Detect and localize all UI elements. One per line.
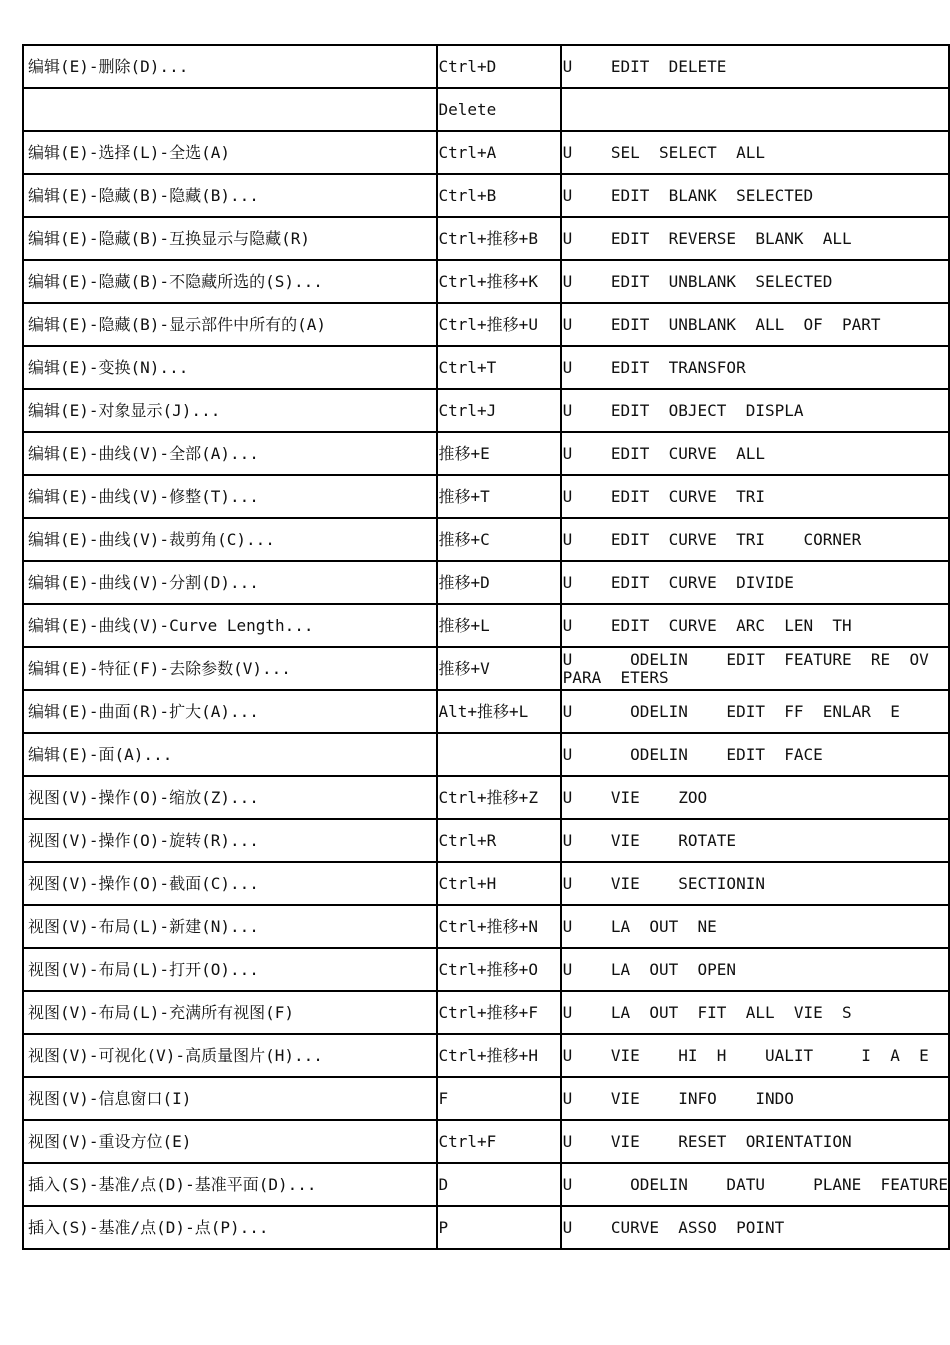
shortcut-key-cell: Ctrl+推移+K: [437, 260, 561, 303]
menu-path-cell: 视图(V)-布局(L)-充满所有视图(F): [23, 991, 437, 1034]
menu-path-cell: 编辑(E)-面(A)...: [23, 733, 437, 776]
shortcut-key-cell: Delete: [437, 88, 561, 131]
shortcut-key-cell: 推移+L: [437, 604, 561, 647]
command-name-cell: [561, 1163, 949, 1206]
command-name-line: U VIE RESET ORIENTATION: [562, 1131, 852, 1151]
command-name-line: U CURVE ASSO POINT: [562, 1217, 785, 1237]
table-row: [23, 432, 949, 475]
command-name-line: U LA OUT FIT ALL VIE S: [562, 1002, 852, 1022]
command-name-cell: [561, 217, 949, 260]
command-name-cell: [561, 1206, 949, 1249]
shortcut-table: [22, 44, 950, 1250]
shortcut-key-cell: Ctrl+推移+Z: [437, 776, 561, 819]
shortcut-key-cell: Ctrl+B: [437, 174, 561, 217]
table-row: [23, 991, 949, 1034]
shortcut-key-cell: Ctrl+推移+F: [437, 991, 561, 1034]
command-name-cell: [561, 948, 949, 991]
menu-path-cell: 编辑(E)-特征(F)-去除参数(V)...: [23, 647, 437, 690]
command-name-line: U EDIT CURVE TRI: [562, 486, 765, 506]
command-name-cell: [561, 303, 949, 346]
table-row: [23, 475, 949, 518]
command-name-cell: [561, 819, 949, 862]
command-name-line: U EDIT BLANK SELECTED: [562, 185, 814, 205]
menu-path-cell: 视图(V)-布局(L)-打开(O)...: [23, 948, 437, 991]
command-name-line: U VIE ROTATE: [562, 830, 737, 850]
menu-path-cell: 视图(V)-操作(O)-截面(C)...: [23, 862, 437, 905]
table-row: [23, 174, 949, 217]
menu-path-cell: 视图(V)-操作(O)-旋转(R)...: [23, 819, 437, 862]
command-name-cell: [561, 561, 949, 604]
menu-path-cell: 编辑(E)-选择(L)-全选(A): [23, 131, 437, 174]
shortcut-key-cell: Ctrl+推移+B: [437, 217, 561, 260]
table-row: [23, 561, 949, 604]
command-name-line: U ODELIN EDIT FF ENLAR E: [562, 701, 900, 721]
menu-path-cell: 编辑(E)-隐藏(B)-互换显示与隐藏(R): [23, 217, 437, 260]
command-name-line: U VIE INFO INDO: [562, 1088, 794, 1108]
menu-path-cell: 编辑(E)-曲线(V)-Curve Length...: [23, 604, 437, 647]
menu-path-cell: 编辑(E)-隐藏(B)-显示部件中所有的(A): [23, 303, 437, 346]
table-row: [23, 131, 949, 174]
table-row: [23, 389, 949, 432]
table-row: [23, 260, 949, 303]
shortcut-key-cell: D: [437, 1163, 561, 1206]
command-name-cell: [561, 475, 949, 518]
command-name-line: U EDIT CURVE TRI CORNER: [562, 529, 862, 549]
menu-path-cell: [23, 88, 437, 131]
command-name-line: U SEL SELECT ALL: [562, 142, 765, 162]
table-row: [23, 690, 949, 733]
shortcut-key-cell: P: [437, 1206, 561, 1249]
menu-path-cell: 视图(V)-布局(L)-新建(N)...: [23, 905, 437, 948]
table-row: [23, 647, 949, 690]
table-row: [23, 862, 949, 905]
menu-path-cell: 视图(V)-可视化(V)-高质量图片(H)...: [23, 1034, 437, 1077]
menu-path-cell: 编辑(E)-隐藏(B)-不隐藏所选的(S)...: [23, 260, 437, 303]
command-name-cell: [561, 88, 949, 131]
command-name-line: U EDIT REVERSE BLANK ALL: [562, 228, 852, 248]
command-name-line: PARA ETERS: [562, 667, 669, 687]
command-name-line: U EDIT UNBLANK ALL OF PART: [562, 314, 881, 334]
table-row: [23, 819, 949, 862]
command-name-line: U LA OUT NE: [562, 916, 717, 936]
shortcut-key-cell: Ctrl+F: [437, 1120, 561, 1163]
menu-path-cell: 视图(V)-操作(O)-缩放(Z)...: [23, 776, 437, 819]
table-row: [23, 1163, 949, 1206]
menu-path-cell: 编辑(E)-曲线(V)-全部(A)...: [23, 432, 437, 475]
command-name-cell: [561, 690, 949, 733]
menu-path-cell: 编辑(E)-曲线(V)-修整(T)...: [23, 475, 437, 518]
command-name-cell: [561, 905, 949, 948]
shortcut-key-cell: 推移+V: [437, 647, 561, 690]
shortcut-key-cell: Ctrl+推移+O: [437, 948, 561, 991]
shortcut-table-body: [23, 45, 949, 1249]
shortcut-key-cell: Ctrl+推移+N: [437, 905, 561, 948]
shortcut-key-cell: 推移+E: [437, 432, 561, 475]
shortcut-key-cell: [437, 733, 561, 776]
command-name-line: U EDIT CURVE DIVIDE: [562, 572, 794, 592]
shortcut-key-cell: 推移+D: [437, 561, 561, 604]
command-name-cell: [561, 1077, 949, 1120]
shortcut-key-cell: Ctrl+J: [437, 389, 561, 432]
command-name-cell: [561, 346, 949, 389]
table-row: [23, 905, 949, 948]
table-row: [23, 1120, 949, 1163]
command-name-cell: [561, 131, 949, 174]
table-row: [23, 88, 949, 131]
shortcut-key-cell: 推移+C: [437, 518, 561, 561]
table-row: [23, 1077, 949, 1120]
command-name-line: U EDIT CURVE ALL: [562, 443, 765, 463]
menu-path-cell: 编辑(E)-隐藏(B)-隐藏(B)...: [23, 174, 437, 217]
command-name-line: U EDIT DELETE: [562, 56, 727, 76]
menu-path-cell: 编辑(E)-曲线(V)-裁剪角(C)...: [23, 518, 437, 561]
command-name-cell: [561, 1034, 949, 1077]
shortcut-key-cell: Ctrl+D: [437, 45, 561, 88]
command-name-line: U ODELIN EDIT FACE: [562, 744, 823, 764]
command-name-cell: [561, 389, 949, 432]
command-name-line: U EDIT TRANSFOR: [562, 357, 746, 377]
command-name-cell: [561, 991, 949, 1034]
command-name-line: U LA OUT OPEN: [562, 959, 737, 979]
shortcut-key-cell: Ctrl+推移+U: [437, 303, 561, 346]
table-row: [23, 1034, 949, 1077]
table-row: [23, 733, 949, 776]
table-row: [23, 346, 949, 389]
table-row: [23, 303, 949, 346]
table-row: [23, 45, 949, 88]
command-name-cell: [561, 1120, 949, 1163]
command-name-cell: [561, 862, 949, 905]
shortcut-key-cell: 推移+T: [437, 475, 561, 518]
command-name-line: U VIE SECTIONIN: [562, 873, 765, 893]
shortcut-key-cell: Ctrl+R: [437, 819, 561, 862]
command-name-line: U EDIT OBJECT DISPLA: [562, 400, 804, 420]
menu-path-cell: 编辑(E)-删除(D)...: [23, 45, 437, 88]
menu-path-cell: 视图(V)-重设方位(E): [23, 1120, 437, 1163]
menu-path-cell: 插入(S)-基准/点(D)-点(P)...: [23, 1206, 437, 1249]
command-name-cell: [561, 260, 949, 303]
menu-path-cell: 编辑(E)-曲线(V)-分割(D)...: [23, 561, 437, 604]
shortcut-key-cell: Ctrl+H: [437, 862, 561, 905]
shortcut-key-cell: F: [437, 1077, 561, 1120]
command-name-line: U EDIT CURVE ARC LEN TH: [562, 615, 852, 635]
command-name-line: U ODELIN EDIT FEATURE RE OV: [562, 649, 929, 669]
table-row: [23, 948, 949, 991]
table-row: [23, 217, 949, 260]
menu-path-cell: 编辑(E)-变换(N)...: [23, 346, 437, 389]
command-name-line: U EDIT UNBLANK SELECTED: [562, 271, 833, 291]
command-name-line: U VIE ZOO: [562, 787, 708, 807]
table-row: [23, 776, 949, 819]
shortcut-key-cell: Ctrl+A: [437, 131, 561, 174]
table-row: [23, 604, 949, 647]
table-row: [23, 1206, 949, 1249]
command-name-cell: [561, 733, 949, 776]
shortcut-key-cell: Ctrl+T: [437, 346, 561, 389]
command-name-line: U ODELIN DATU PLANE FEATURE: [562, 1174, 948, 1194]
menu-path-cell: 编辑(E)-曲面(R)-扩大(A)...: [23, 690, 437, 733]
command-name-line: U VIE HI H UALIT I A E: [562, 1045, 929, 1065]
menu-path-cell: 插入(S)-基准/点(D)-基准平面(D)...: [23, 1163, 437, 1206]
shortcut-key-cell: Alt+推移+L: [437, 690, 561, 733]
command-name-cell: [561, 518, 949, 561]
menu-path-cell: 编辑(E)-对象显示(J)...: [23, 389, 437, 432]
command-name-cell: [561, 647, 949, 690]
menu-path-cell: 视图(V)-信息窗口(I): [23, 1077, 437, 1120]
command-name-cell: [561, 45, 949, 88]
command-name-cell: [561, 174, 949, 217]
command-name-cell: [561, 776, 949, 819]
command-name-cell: [561, 432, 949, 475]
command-name-cell: [561, 604, 949, 647]
table-row: [23, 518, 949, 561]
shortcut-key-cell: Ctrl+推移+H: [437, 1034, 561, 1077]
